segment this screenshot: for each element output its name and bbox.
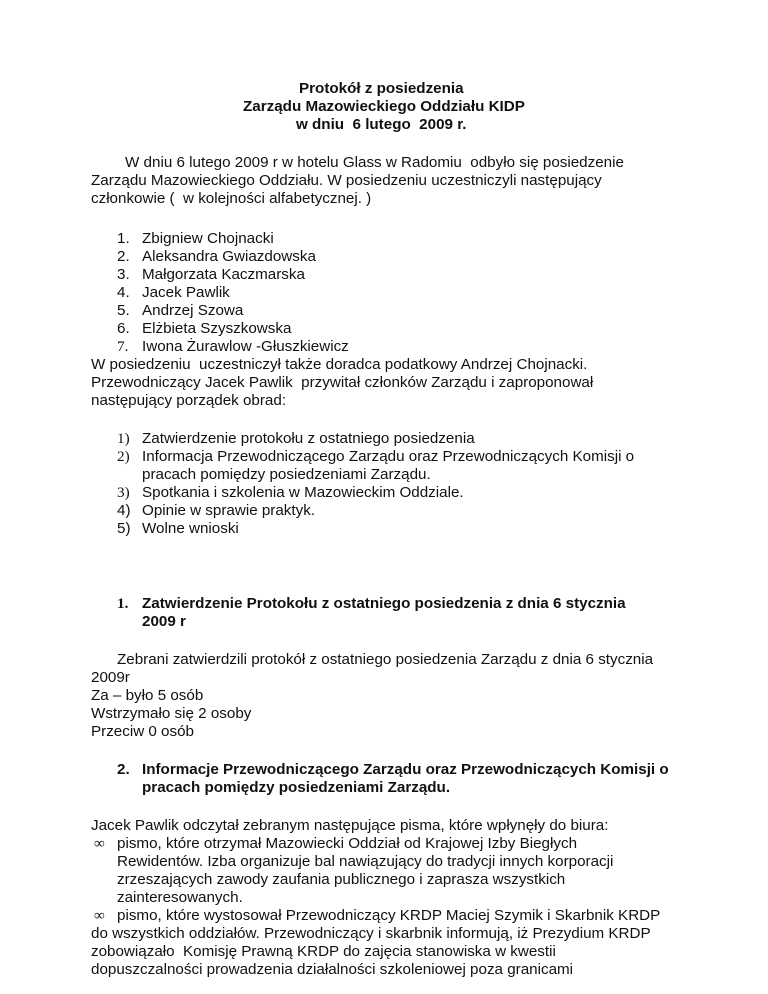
- member-number: 7.: [117, 338, 129, 355]
- infinity-bullet-icon: ∞: [94, 835, 105, 852]
- after-members-line-2: Przewodniczący Jacek Pawlik przywitał członków Zarządu i zaproponował: [91, 374, 594, 391]
- bullet-1-line: pismo, które otrzymał Mazowiecki Oddział od Krajowej Izby Biegłych: [117, 835, 578, 852]
- section-2-intro: Jacek Pawlik odczytał zebranym następujące pisma, które wpłynęły do biura:: [91, 817, 609, 834]
- bullet-2-line: zobowiązało Komisję Prawną KRDP do zajęcia stanowiska w kwestii: [91, 943, 556, 960]
- section-1-body-line-2: 2009r: [91, 669, 130, 686]
- member-number: 2.: [117, 248, 130, 265]
- member-name: Jacek Pawlik: [142, 284, 230, 301]
- member-name: Zbigniew Chojnacki: [142, 230, 274, 247]
- member-name: Elżbieta Szyszkowska: [142, 320, 292, 337]
- agenda-number: 2): [117, 448, 130, 465]
- intro-line-3: członkowie ( w kolejności alfabetycznej. ): [91, 190, 372, 207]
- agenda-number: 5): [117, 520, 131, 537]
- section-2-number: 2.: [117, 761, 130, 778]
- bullet-1-line: zrzeszających zawody zaufania publicznego i zaprasza wszystkich: [117, 871, 566, 888]
- section-1-heading-continued: 2009 r: [142, 613, 186, 630]
- after-members-line-1: W posiedzeniu uczestniczył także doradca podatkowy Andrzej Chojnacki.: [91, 356, 588, 373]
- member-name: Andrzej Szowa: [142, 302, 244, 319]
- member-number: 4.: [117, 284, 130, 301]
- agenda-item: Informacja Przewodniczącego Zarządu oraz Przewodniczących Komisji o: [142, 448, 635, 465]
- agenda-item: Wolne wnioski: [142, 520, 239, 537]
- section-2-heading: Informacje Przewodniczącego Zarządu oraz Przewodniczących Komisji o: [142, 761, 669, 778]
- member-number: 1.: [117, 230, 130, 247]
- vote-for: Za – było 5 osób: [91, 687, 204, 704]
- intro-line-1: W dniu 6 lutego 2009 r w hotelu Glass w Radomiu odbyło się posiedzenie: [125, 154, 624, 171]
- bullet-1-line: zainteresowanych.: [117, 889, 243, 906]
- agenda-item: Opinie w sprawie praktyk.: [142, 502, 316, 519]
- bullet-2-line: pismo, które wystosował Przewodniczący KRDP Maciej Szymik i Skarbnik KRDP: [117, 907, 661, 924]
- agenda-number: 4): [117, 502, 131, 519]
- member-number: 3.: [117, 266, 130, 283]
- agenda-number: 3): [117, 484, 130, 501]
- infinity-bullet-icon: ∞: [94, 907, 105, 924]
- agenda-item-continued: pracach pomiędzy posiedzeniami Zarządu.: [142, 466, 431, 483]
- title-line-1: Protokół z posiedzenia: [299, 80, 464, 97]
- member-name: Małgorzata Kaczmarska: [142, 266, 305, 283]
- member-number: 5.: [117, 302, 130, 319]
- member-number: 6.: [117, 320, 130, 337]
- agenda-item: Spotkania i szkolenia w Mazowieckim Oddziale.: [142, 484, 464, 501]
- agenda-number: 1): [117, 430, 130, 447]
- agenda-item: Zatwierdzenie protokołu z ostatniego posiedzenia: [142, 430, 475, 447]
- title-line-3: w dniu 6 lutego 2009 r.: [296, 116, 467, 133]
- title-line-2: Zarządu Mazowieckiego Oddziału KIDP: [243, 98, 525, 115]
- bullet-2-line: dopuszczalności prowadzenia działalności szkoleniowej poza granicami: [91, 961, 574, 978]
- bullet-2-line: do wszystkich oddziałów. Przewodniczący i skarbnik informują, iż Prezydium KRDP: [91, 925, 651, 942]
- member-name: Aleksandra Gwiazdowska: [142, 248, 316, 265]
- vote-abstain: Wstrzymało się 2 osoby: [91, 705, 252, 722]
- section-1-heading: Zatwierdzenie Protokołu z ostatniego posiedzenia z dnia 6 stycznia: [142, 595, 626, 612]
- after-members-line-3: następujący porządek obrad:: [91, 392, 287, 409]
- intro-line-2: Zarządu Mazowieckiego Oddziału. W posiedzeniu uczestniczyli następujący: [91, 172, 602, 189]
- member-name: Iwona Żurawlow -Głuszkiewicz: [142, 338, 349, 355]
- vote-against: Przeciw 0 osób: [91, 723, 194, 740]
- bullet-1-line: Rewidentów. Izba organizuje bal nawiązujący do tradycji innych korporacji: [117, 853, 614, 870]
- section-1-body-line-1: Zebrani zatwierdzili protokół z ostatniego posiedzenia Zarządu z dnia 6 stycznia: [117, 651, 654, 668]
- section-2-heading-continued: pracach pomiędzy posiedzeniami Zarządu.: [142, 779, 451, 796]
- section-1-number: 1.: [117, 595, 129, 612]
